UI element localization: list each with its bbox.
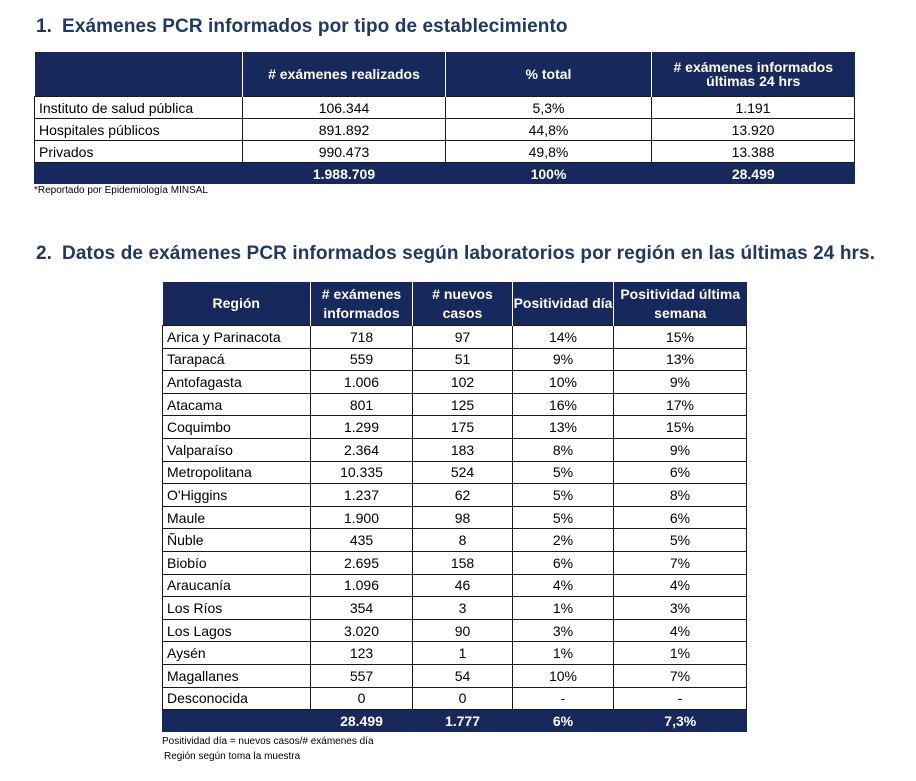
exams-reported-cell: 559	[311, 348, 413, 371]
establishment-row	[35, 141, 855, 163]
col-header-region: Región	[163, 282, 311, 326]
region-note: Región según toma la muestra	[164, 751, 301, 762]
exams-reported-cell: 1.900	[311, 506, 413, 529]
positivity-week-cell: 6%	[614, 506, 747, 529]
positivity-day-cell: 5%	[513, 484, 614, 507]
positivity-day-cell: 3%	[513, 619, 614, 642]
section2-title	[36, 243, 875, 265]
total-positivity-day-cell: 6%	[513, 710, 614, 732]
region-row	[163, 506, 747, 529]
col-header-establishment	[35, 52, 243, 97]
establishment-table	[34, 52, 855, 184]
positivity-week-cell: 15%	[614, 326, 747, 349]
new-cases-cell: 54	[413, 664, 513, 687]
new-cases-cell: 102	[413, 371, 513, 394]
col-header-positivity-week: Positividad última semana	[614, 282, 747, 326]
positivity-day-cell: 10%	[513, 371, 614, 394]
exams-reported-cell: 1.006	[311, 371, 413, 394]
exams-reported-cell: 1.096	[311, 574, 413, 597]
exams-done-cell: 990.473	[243, 141, 446, 163]
region-row	[163, 461, 747, 484]
col-header-new-cases: # nuevos casos	[413, 282, 513, 326]
new-cases-cell: 183	[413, 438, 513, 461]
positivity-week-cell: 15%	[614, 416, 747, 439]
exams-reported-cell: 123	[311, 642, 413, 665]
total-establishment-cell	[35, 163, 243, 185]
region-row	[163, 416, 747, 439]
col-header-exams-done: # exámenes realizados	[243, 52, 446, 97]
col-header-exams-reported: # exámenes informados	[311, 282, 413, 326]
new-cases-cell: 3	[413, 597, 513, 620]
section1-note: *Reportado por Epidemiología MINSAL	[34, 185, 208, 196]
positivity-day-cell: 8%	[513, 438, 614, 461]
positivity-day-cell: 1%	[513, 597, 614, 620]
positivity-day-cell: 14%	[513, 326, 614, 349]
total-exams-reported-cell: 28.499	[311, 710, 413, 732]
region-header-row	[163, 282, 747, 326]
new-cases-cell: 51	[413, 348, 513, 371]
positivity-day-cell: 6%	[513, 551, 614, 574]
positivity-day-cell: 16%	[513, 393, 614, 416]
exams-reported-cell: 557	[311, 664, 413, 687]
positivity-note: Positividad día = nuevos casos/# exámenes día	[162, 736, 374, 747]
region-row	[163, 619, 747, 642]
positivity-day-cell: 1%	[513, 642, 614, 665]
total-positivity-week-cell: 7,3%	[614, 710, 747, 732]
pct-total-cell: 44,8%	[446, 119, 652, 141]
region-cell: Tarapacá	[163, 348, 311, 371]
region-cell: Metropolitana	[163, 461, 311, 484]
region-row	[163, 642, 747, 665]
positivity-week-cell: 6%	[614, 461, 747, 484]
region-total-row	[163, 710, 747, 732]
region-row	[163, 664, 747, 687]
total-region-cell	[163, 710, 311, 732]
exams-reported-cell: 2.695	[311, 551, 413, 574]
region-row	[163, 371, 747, 394]
establishment-cell: Privados	[35, 141, 243, 163]
positivity-week-cell: 4%	[614, 619, 747, 642]
region-cell: Ñuble	[163, 529, 311, 552]
region-row	[163, 438, 747, 461]
total-exams-24h-cell: 28.499	[652, 163, 855, 185]
total-pct-total-cell: 100%	[446, 163, 652, 185]
positivity-day-cell: 5%	[513, 506, 614, 529]
region-cell: Antofagasta	[163, 371, 311, 394]
region-row	[163, 597, 747, 620]
region-cell: Coquimbo	[163, 416, 311, 439]
total-exams-done-cell: 1.988.709	[243, 163, 446, 185]
col-header-exams-24h: # exámenes informados últimas 24 hrs	[652, 52, 855, 97]
positivity-week-cell: 17%	[614, 393, 747, 416]
positivity-day-cell: 13%	[513, 416, 614, 439]
section2-title-text: Datos de exámenes PCR informados según laboratorios por región en las últimas 24 hrs.	[62, 243, 876, 264]
positivity-day-cell: 10%	[513, 664, 614, 687]
region-row	[163, 393, 747, 416]
exams-reported-cell: 10.335	[311, 461, 413, 484]
new-cases-cell: 90	[413, 619, 513, 642]
exams-reported-cell: 1.237	[311, 484, 413, 507]
exams-reported-cell: 354	[311, 597, 413, 620]
positivity-day-cell: 9%	[513, 348, 614, 371]
establishment-header-row	[35, 52, 855, 97]
region-cell: Los Lagos	[163, 619, 311, 642]
region-row	[163, 484, 747, 507]
exams-done-cell: 891.892	[243, 119, 446, 141]
section1-title	[36, 16, 568, 38]
positivity-week-cell: 7%	[614, 551, 747, 574]
establishment-row	[35, 97, 855, 119]
section1-title-text: Exámenes PCR informados por tipo de establecimiento	[62, 16, 568, 37]
new-cases-cell: 8	[413, 529, 513, 552]
region-cell: Valparaíso	[163, 438, 311, 461]
positivity-week-cell: 9%	[614, 371, 747, 394]
new-cases-cell: 125	[413, 393, 513, 416]
region-row	[163, 574, 747, 597]
exams-reported-cell: 3.020	[311, 619, 413, 642]
exams-reported-cell: 1.299	[311, 416, 413, 439]
exams-reported-cell: 2.364	[311, 438, 413, 461]
col-header-pct-total: % total	[446, 52, 652, 97]
establishment-row	[35, 119, 855, 141]
region-cell: Biobío	[163, 551, 311, 574]
positivity-week-cell: 3%	[614, 597, 747, 620]
positivity-week-cell: 9%	[614, 438, 747, 461]
new-cases-cell: 97	[413, 326, 513, 349]
exams-reported-cell: 801	[311, 393, 413, 416]
region-row	[163, 551, 747, 574]
region-cell: Atacama	[163, 393, 311, 416]
positivity-week-cell: 13%	[614, 348, 747, 371]
new-cases-cell: 175	[413, 416, 513, 439]
pct-total-cell: 5,3%	[446, 97, 652, 119]
region-row	[163, 326, 747, 349]
new-cases-cell: 98	[413, 506, 513, 529]
positivity-week-cell: 4%	[614, 574, 747, 597]
region-cell: Los Ríos	[163, 597, 311, 620]
region-cell: Arica y Parinacota	[163, 326, 311, 349]
exams-24h-cell: 13.388	[652, 141, 855, 163]
region-row	[163, 529, 747, 552]
col-header-positivity-day: Positividad día	[513, 282, 614, 326]
total-new-cases-cell: 1.777	[413, 710, 513, 732]
establishment-cell: Instituto de salud pública	[35, 97, 243, 119]
new-cases-cell: 0	[413, 687, 513, 710]
positivity-week-cell: 8%	[614, 484, 747, 507]
positivity-day-cell: 4%	[513, 574, 614, 597]
exams-24h-cell: 13.920	[652, 119, 855, 141]
section2-number: 2.	[36, 243, 53, 264]
positivity-day-cell: 5%	[513, 461, 614, 484]
establishment-total-row	[35, 163, 855, 185]
new-cases-cell: 1	[413, 642, 513, 665]
region-cell: Aysén	[163, 642, 311, 665]
positivity-week-cell: 7%	[614, 664, 747, 687]
section1-number: 1.	[36, 16, 53, 37]
region-cell: O'Higgins	[163, 484, 311, 507]
region-cell: Desconocida	[163, 687, 311, 710]
positivity-day-cell: -	[513, 687, 614, 710]
pct-total-cell: 49,8%	[446, 141, 652, 163]
exams-reported-cell: 718	[311, 326, 413, 349]
exams-24h-cell: 1.191	[652, 97, 855, 119]
new-cases-cell: 158	[413, 551, 513, 574]
region-cell: Maule	[163, 506, 311, 529]
region-row	[163, 348, 747, 371]
new-cases-cell: 62	[413, 484, 513, 507]
region-cell: Araucanía	[163, 574, 311, 597]
exams-reported-cell: 0	[311, 687, 413, 710]
new-cases-cell: 46	[413, 574, 513, 597]
positivity-week-cell: -	[614, 687, 747, 710]
positivity-week-cell: 5%	[614, 529, 747, 552]
region-cell: Magallanes	[163, 664, 311, 687]
exams-done-cell: 106.344	[243, 97, 446, 119]
new-cases-cell: 524	[413, 461, 513, 484]
exams-reported-cell: 435	[311, 529, 413, 552]
region-row	[163, 687, 747, 710]
positivity-day-cell: 2%	[513, 529, 614, 552]
positivity-week-cell: 1%	[614, 642, 747, 665]
region-table	[162, 282, 747, 732]
establishment-cell: Hospitales públicos	[35, 119, 243, 141]
